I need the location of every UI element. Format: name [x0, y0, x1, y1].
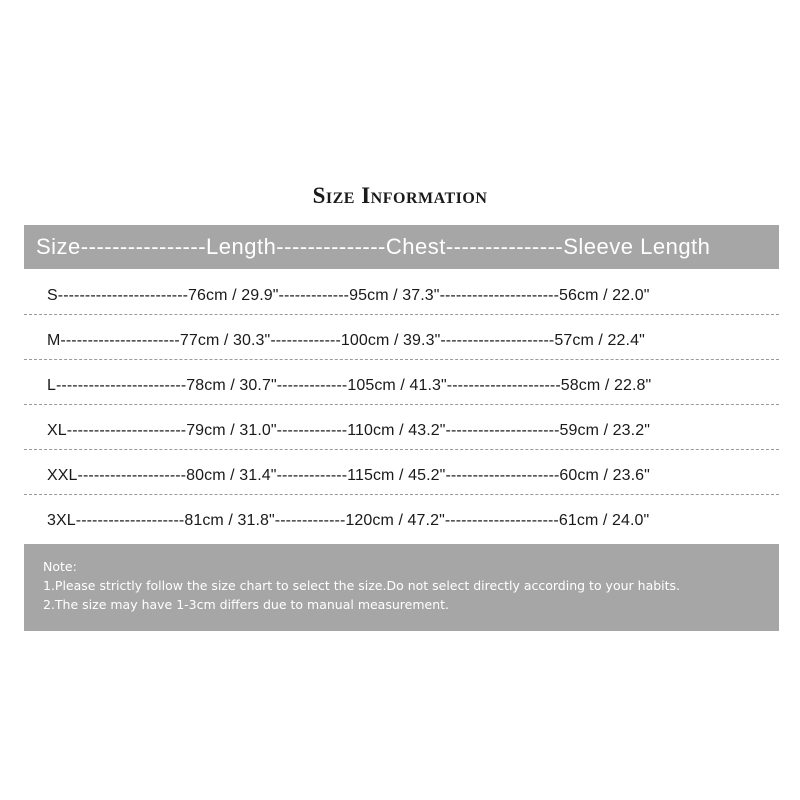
row-text: XL----------------------79cm / 31.0"-------------110cm / 43.2"---------------------59cm / 23.2"	[47, 422, 650, 439]
row-text: L------------------------78cm / 30.7"-------------105cm / 41.3"---------------------58cm / 22.8"	[47, 377, 652, 394]
row-text: S------------------------76cm / 29.9"-------------95cm / 37.3"----------------------56cm / 22.0"	[47, 287, 650, 304]
row-text: XXL--------------------80cm / 31.4"-------------115cm / 45.2"---------------------60cm / 23.6"	[47, 467, 650, 484]
table-row	[24, 360, 779, 405]
table-row	[24, 450, 779, 495]
size-table	[24, 270, 779, 540]
note-label: Note:	[43, 559, 77, 574]
table-row	[24, 270, 779, 315]
row-text: 3XL--------------------81cm / 31.8"-------------120cm / 47.2"---------------------61cm / 24.0"	[47, 512, 650, 529]
table-row	[24, 405, 779, 450]
note-line-1: 1.Please strictly follow the size chart to select the size.Do not select directly according to your habits.	[43, 578, 681, 593]
note-box	[24, 544, 779, 631]
note-line-2: 2.The size may have 1-3cm differs due to manual measurement.	[43, 597, 449, 612]
table-row	[24, 495, 779, 540]
page-title: Size Information	[312, 183, 488, 208]
table-row	[24, 315, 779, 360]
size-table-header: Size----------------Length--------------Chest---------------Sleeve Length	[24, 225, 779, 269]
row-text: M----------------------77cm / 30.3"-------------100cm / 39.3"---------------------57cm / 22.4"	[47, 332, 645, 349]
